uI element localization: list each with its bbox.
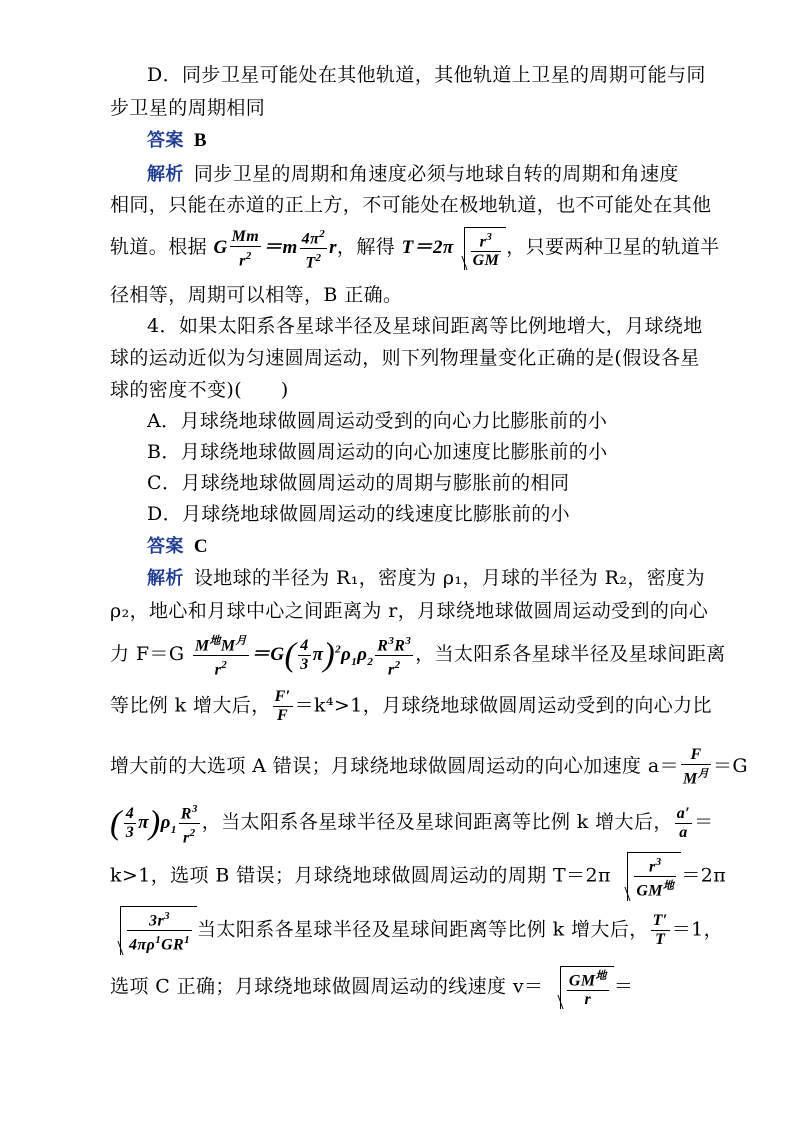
formula-period-ratio: $\frac{T'}{T}$ — [652, 911, 668, 948]
q4-explanation-line1 — [147, 563, 705, 590]
formula-acceleration-ratio: $\frac{a'}{a}$ — [676, 804, 691, 841]
q4-stem-line3: 球的密度不变)( ) — [110, 379, 289, 401]
q4-option-b: B．月球绕地球做圆周运动的向心加速度比膨胀前的小 — [147, 441, 608, 463]
text: ，只要两种卫星的轨道半 — [506, 236, 720, 259]
q4-option-d: D．月球绕地球做圆周运动的线速度比膨胀前的小 — [147, 503, 571, 525]
q4-explanation-line6 — [110, 800, 713, 848]
q4-explanation-line5 — [110, 746, 748, 788]
explanation-label: 解析 — [147, 568, 184, 589]
formula-period-expanded: $\frac{3r^3}{4\pi\rho^1GR^1}$ — [120, 906, 197, 955]
q3-option-d-line1: D．同步卫星可能处在其他轨道，其他轨道上卫星的周期可能与同 — [147, 64, 706, 86]
q3-answer — [147, 126, 207, 152]
q4-option-a: A．月球绕地球做圆周运动受到的向心力比膨胀前的小 — [147, 410, 608, 432]
formula-acceleration: $\frac{F}{M^月}$ — [682, 746, 710, 788]
text: ，当太阳系各星球半径及星球间距离等比例 k 增大后， — [201, 811, 673, 834]
formula-period-sqrt: $\frac{r^3}{GM^地}$ — [627, 852, 681, 901]
q3-option-d-line2: 步卫星的周期相同 — [110, 97, 266, 119]
text: 增大前的大选项 A 错误；月球绕地球做圆周运动的向心加速度 a＝ — [110, 755, 679, 778]
q4-stem-line2: 球的运动近似为匀速圆周运动，则下列物理量变化正确的是(假设各星 — [110, 347, 700, 369]
text: ＝ — [694, 811, 714, 834]
q3-explanation-line3 — [110, 225, 720, 273]
q4-explanation-line7 — [110, 852, 726, 901]
text: ＝2π — [681, 864, 727, 887]
text: ，当太阳系各星球半径及星球间距离 — [415, 643, 726, 666]
formula-acceleration-expanded: ( $\frac{4}{3}$ $\pi)\rho_1$ $\frac{R^3}{r^2}$ — [110, 812, 202, 833]
text: ＝k⁴>1，月球绕地球做圆周运动受到的向心力比 — [294, 694, 712, 717]
q4-explanation-line8 — [110, 906, 723, 955]
answer-value: B — [193, 130, 207, 151]
formula-velocity: $\frac{GM^地}{r}$ — [560, 966, 614, 1009]
q4-option-c: C．月球绕地球做圆周运动的周期与膨胀前的相同 — [147, 472, 570, 494]
answer-label: 答案 — [147, 536, 184, 557]
q4-explanation-line2: ρ₂，地心和月球中心之间距离为 r，月球绕地球做圆周运动受到的向心 — [110, 600, 709, 622]
text: 当太阳系各星球半径及星球间距离等比例 k 增大后， — [197, 918, 649, 941]
q3-explanation-line2: 相同，只能在赤道的正上方，不可能处在极地轨道，也不可能处在其他 — [110, 194, 712, 216]
answer-label: 答案 — [147, 130, 184, 151]
q3-explanation-line4: 径相等，周期可以相等，B 正确。 — [110, 284, 403, 306]
formula-force: $\frac{M^地M^月}{r^2}$ ＝G( $\frac{4}{3}$ $\pi)^2\rho_1\rho_2$ $\frac{R^3R^3}{r^2}$ — [191, 644, 415, 665]
q3-explanation-line1 — [147, 159, 679, 186]
text: 同步卫星的周期和角速度必须与地球自转的周期和角速度 — [193, 163, 679, 185]
text: 力 F＝G — [110, 643, 185, 666]
formula-gravity: G $\frac{Mm}{r^2}$ ＝m $\frac{4\pi^2}{T^2}$ r — [213, 237, 336, 258]
formula-force-ratio: $\frac{F'}{F}$ — [274, 688, 291, 724]
answer-value: C — [193, 536, 208, 557]
text: 轨道。根据 — [110, 236, 208, 259]
text: 等比例 k 增大后， — [110, 694, 271, 717]
q4-answer — [147, 532, 208, 558]
text: ＝ — [613, 975, 634, 998]
text: ，解得 — [336, 236, 396, 259]
q4-explanation-line9 — [110, 966, 633, 1009]
q4-explanation-line4 — [110, 688, 712, 725]
text: ＝1， — [671, 918, 723, 941]
text: ＝G — [713, 755, 749, 778]
text: k>1，选项 B 错误；月球绕地球做圆周运动的周期 T＝2π — [110, 864, 611, 887]
text: 选项 C 正确；月球绕地球做圆周运动的线速度 v＝ — [110, 975, 544, 998]
text: 设地球的半径为 R₁，密度为 ρ₁，月球的半径为 R₂，密度为 — [193, 567, 705, 589]
formula-period: T＝2π $\frac{r^3}{GM}$ — [402, 237, 507, 258]
q4-stem-line1: 4．如果太阳系各星球半径及星球间距离等比例地增大，月球绕地 — [147, 315, 703, 337]
explanation-label: 解析 — [147, 164, 184, 185]
q4-explanation-line3 — [110, 632, 726, 680]
